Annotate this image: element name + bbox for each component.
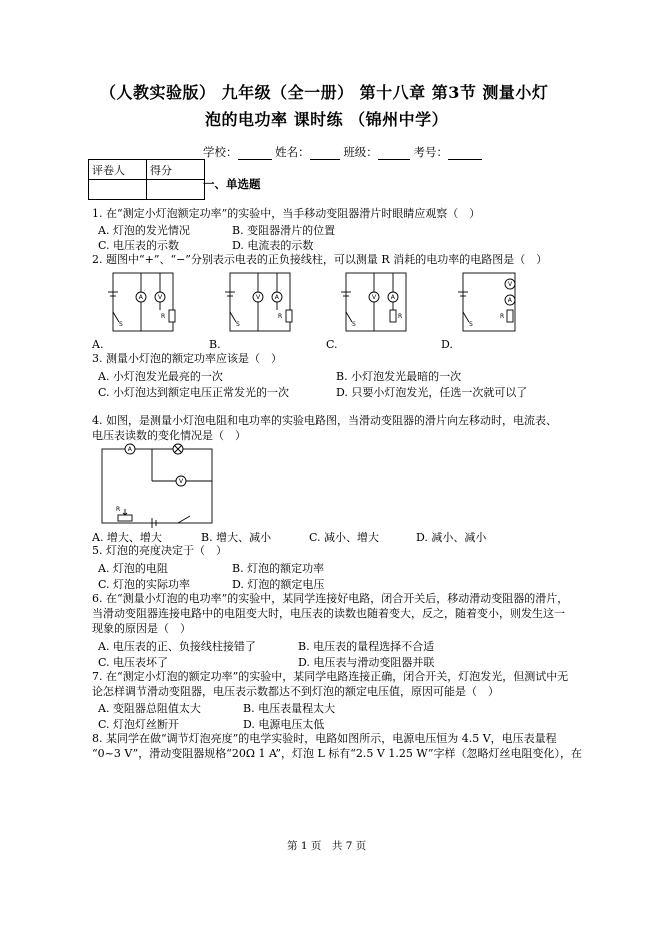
section-heading: 一、单选题 (203, 177, 261, 191)
ammeter-label: A (507, 297, 512, 304)
score-table (88, 159, 205, 200)
circuit-diagram-a (105, 270, 185, 342)
question-6-stem-line2: 当滑动变阻器连接电路中的电阻变大时，电压表的读数也随着变大，反之，随着变小，则发生这一 (92, 607, 565, 620)
q7-option-b: B. 电压表量程太大 (243, 702, 336, 715)
voltmeter-label: V (256, 294, 261, 301)
resistor-label: R (278, 313, 283, 320)
voltmeter-label: V (179, 478, 184, 485)
voltmeter-label: V (158, 294, 163, 301)
switch-label: S (119, 321, 123, 328)
q3-option-d: D. 只要小灯泡发光，任选一次就可以了 (336, 386, 528, 399)
question-7-stem-line1: 7. 在“测定小灯泡的额定功率”的实验中，某同学电路连接正确，闭合开关，灯泡发光，但测试中无 (92, 670, 569, 683)
q7-option-d: D. 电源电压太低 (243, 718, 325, 731)
ammeter-label: A (390, 294, 395, 301)
student-info (203, 144, 482, 160)
q5-option-a: A. 灯泡的电阻 (98, 562, 168, 575)
switch-label: S (352, 321, 356, 328)
q6-option-c: C. 电压表坏了 (98, 656, 169, 669)
document-title-line2: 泡的电功率 课时练 （锦州中学） (205, 110, 449, 129)
q3-option-c: C. 小灯泡达到额定电压正常发光的一次 (98, 386, 290, 399)
question-8-stem-line1: 8. 某同学在做“调节灯泡亮度”的电学实验时，电路如图所示，电源电压恒为 4.5 V，电压表量程 (92, 732, 557, 745)
switch-label: S (236, 321, 240, 328)
score-header: 得分 (147, 160, 205, 180)
q6-option-a: A. 电压表的正、负接线柱接错了 (98, 640, 256, 653)
resistor-label: R (500, 313, 505, 320)
q2-option-c: C. (326, 338, 338, 351)
q1-option-a: A. 灯泡的发光情况 (98, 224, 190, 237)
question-6-stem-line1: 6. 在“测量小灯泡的电功率”的实验中，某同学连接好电路，闭合开关后，移动滑动变阻器的滑片， (92, 592, 569, 605)
grader-header: 评卷人 (89, 160, 147, 180)
q6-option-d: D. 电压表与滑动变阻器并联 (298, 656, 435, 669)
school-blank[interactable] (238, 148, 272, 160)
q5-option-b: B. 灯泡的额定功率 (232, 562, 325, 575)
question-7-stem-line2: 论怎样调节滑动变阻器，电压表示数都达不到灯泡的额定电压值，原因可能是（ ） (92, 685, 499, 698)
voltmeter-label: V (372, 294, 377, 301)
q1-option-c: C. 电压表的示数 (98, 239, 180, 252)
score-cell[interactable] (147, 180, 205, 200)
q4-option-d: D. 减小、减小 (416, 531, 487, 544)
switch-label: S (469, 321, 473, 328)
class-blank[interactable] (378, 148, 410, 160)
question-3-stem: 3. 测量小灯泡的额定功率应该是（ ） (92, 352, 282, 365)
document-title-line1: （人教实验版） 九年级（全一册） 第十八章 第3节 测量小灯 (100, 83, 549, 102)
q7-option-c: C. 灯泡灯丝断开 (98, 718, 180, 731)
class-label: 班级： (343, 145, 378, 159)
school-label: 学校： (203, 145, 238, 159)
q6-option-b: B. 电压表的量程选择不合适 (298, 640, 435, 653)
ammeter-label: A (127, 446, 132, 453)
question-5-stem: 5. 灯泡的亮度决定于（ ） (92, 544, 227, 557)
circuit-diagram-d (455, 270, 535, 342)
question-2-stem: 2. 题图中“+”、“−”分别表示电表的正负接线柱，可以测量 R 消耗的电功率的电路图是（ ） (92, 253, 548, 266)
q5-option-c: C. 灯泡的实际功率 (98, 578, 191, 591)
name-blank[interactable] (310, 148, 340, 160)
number-label: 考号： (413, 145, 448, 159)
circuit-diagram-b (222, 270, 302, 342)
resistor-label: R (161, 313, 166, 320)
ammeter-label: A (138, 294, 143, 301)
q2-option-d: D. (441, 338, 453, 351)
resistor-label: R (398, 313, 403, 320)
ammeter-label: A (274, 294, 279, 301)
q5-option-d: D. 灯泡的额定电压 (232, 578, 325, 591)
q3-option-b: B. 小灯泡发光最暗的一次 (336, 370, 462, 383)
name-label: 姓名： (275, 145, 310, 159)
q2-option-a: A. (92, 338, 104, 351)
q4-option-a: A. 增大、增大 (92, 531, 162, 544)
number-blank[interactable] (448, 148, 482, 160)
resistor-label: R (116, 506, 121, 513)
q4-option-b: B. 增大、减小 (201, 531, 272, 544)
page-footer: 第 1 页 共 7 页 (287, 840, 367, 852)
q2-option-b: B. (209, 338, 221, 351)
question-6-stem-line3: 现象的原因是（ ） (92, 622, 191, 635)
circuit-diagram-c (338, 270, 418, 342)
question-1-stem: 1. 在“测定小灯泡额定功率”的实验中，当手移动变阻器滑片时眼睛应观察（ ） (92, 207, 481, 220)
q4-option-c: C. 减小、增大 (309, 531, 380, 544)
q7-option-a: A. 变阻器总阻值太大 (98, 702, 201, 715)
circuit-diagram-q4 (100, 443, 230, 528)
q1-option-d: D. 电流表的示数 (232, 239, 314, 252)
voltmeter-label: V (508, 281, 513, 288)
question-4-stem-line1: 4. 如图，是测量小灯泡电阻和电功率的实验电路图，当滑动变阻器的滑片向左移动时，电流表、 (92, 414, 557, 427)
question-8-stem-line2: “0~3 V”，滑动变阻器规格“20Ω 1 A”，灯泡 L 标有“2.5 V 1.25 W”字样（忽略灯丝电阻变化），在 (92, 747, 582, 760)
q1-option-b: B. 变阻器滑片的位置 (232, 224, 336, 237)
question-4-stem-line2: 电压表读数的变化情况是（ ） (92, 429, 246, 442)
q3-option-a: A. 小灯泡发光最亮的一次 (98, 370, 223, 383)
grader-cell[interactable] (89, 180, 147, 200)
